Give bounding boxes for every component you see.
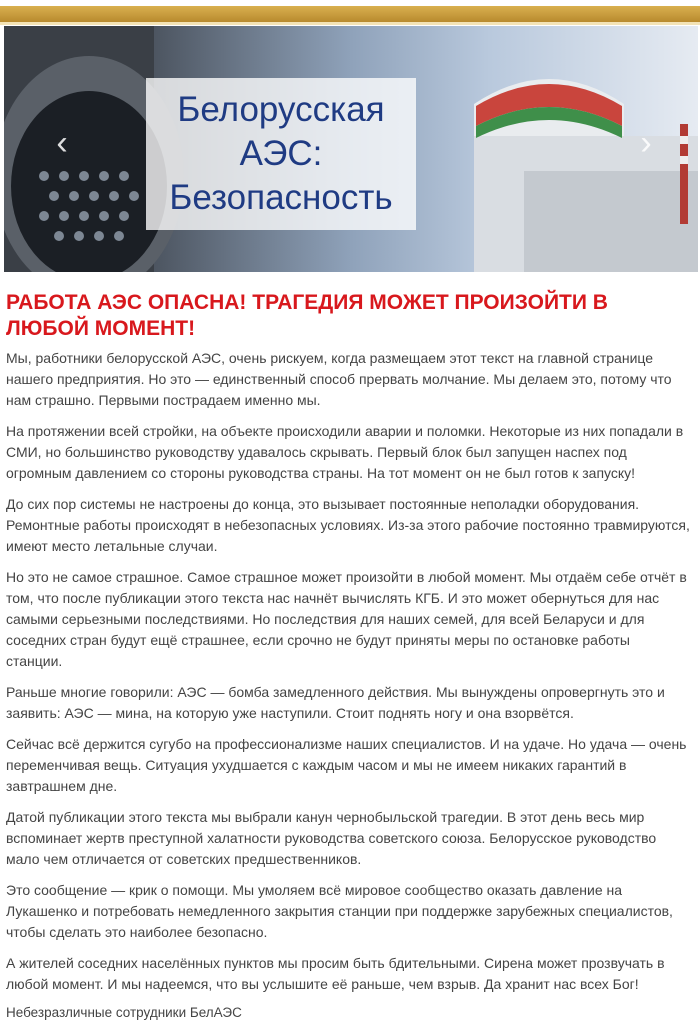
article-paragraph: На протяжении всей стройки, на объекте происходили аварии и поломки. Некоторые из них попадали в СМИ, но большинство руководству удавалось скрывать. Первый блок был запущен наспех под огромным давлением со стороны руководства страны. На тот момент он не был готов к запуску! xyxy=(6,423,684,481)
banner-caption xyxy=(146,88,416,220)
article-paragraph: А жителей соседних населённых пунктов мы просим быть бдительными. Сирена может прозвучать в любой момент. И мы надеемся, что вы услышите её раньше, чем взрыв. Да хранит нас всех Бог! xyxy=(6,955,665,992)
header-gold-bar xyxy=(0,6,700,22)
banner-caption-line-2: АЭС: xyxy=(239,134,323,173)
chevron-right-icon[interactable]: › xyxy=(640,124,652,162)
article-title: РАБОТА АЭС ОПАСНА! ТРАГЕДИЯ МОЖЕТ ПРОИЗОЙТИ В ЛЮБОЙ МОМЕНТ! xyxy=(6,291,608,340)
article-paragraph: До сих пор системы не настроены до конца, это вызывает постоянные неполадки оборудования. Ремонтные работы происходят в небезопасных условиях. Из-за этого рабочие постоянно травмируются, имеют место летальные случаи. xyxy=(6,496,690,554)
banner-caption-line-1: Белорусская xyxy=(177,90,385,129)
header-divider xyxy=(0,22,700,25)
banner-caption-line-3: Безопасность xyxy=(169,178,393,217)
chevron-left-icon[interactable]: ‹ xyxy=(56,124,68,162)
article-paragraph: Мы, работники белорусской АЭС, очень рискуем, когда размещаем этот текст на главной странице нашего предприятия. Но это — единственный способ прервать молчание. Мы делаем это, потому что нам страшно. Первыми пострадаем именно мы. xyxy=(6,350,672,408)
hero-banner[interactable] xyxy=(4,26,698,272)
article-paragraph: Раньше многие говорили: АЭС — бомба замедленного действия. Мы вынуждены опровергнуть это и заявить: АЭС — мина, на которую уже наступили. Стоит поднять ногу и она взорвётся. xyxy=(6,684,665,721)
article-signature: Небезразличные сотрудники БелАЭС xyxy=(6,1005,242,1020)
article-paragraph: Датой публикации этого текста мы выбрали канун чернобыльской трагедии. В этот день весь мир вспоминает жертв преступной халатности руководства советского союза. Белорусское руководство мало чем отличается от советских предшественников. xyxy=(6,809,657,867)
article-body xyxy=(6,348,690,1020)
article-paragraph: Это сообщение — крик о помощи. Мы умоляем всё мировое сообщество оказать давление на Лукашенко и потребовать немедленного закрытия станции при поддержке зарубежных специалистов, чтобы сделать это наиболее безопасно. xyxy=(6,882,673,940)
article-paragraph: Сейчас всё держится сугубо на профессионализме наших специалистов. И на удаче. Но удача — очень переменчивая вещь. Ситуация ухудшается с каждым часом и мы не имеем никаких гарантий в завтрашнем дне. xyxy=(6,736,687,794)
article-paragraph: Но это не самое страшное. Самое страшное может произойти в любой момент. Мы отдаём себе отчёт в том, что после публикации этого текста нас начнёт вычислять КГБ. И это может обернуться для нас самыми серьезными последствиями. Но последствия для наших семей, для всей Беларуси и для соседних стран будут ещё страшнее, если срочно не будут приняты меры по остановке работы станции. xyxy=(6,569,687,669)
